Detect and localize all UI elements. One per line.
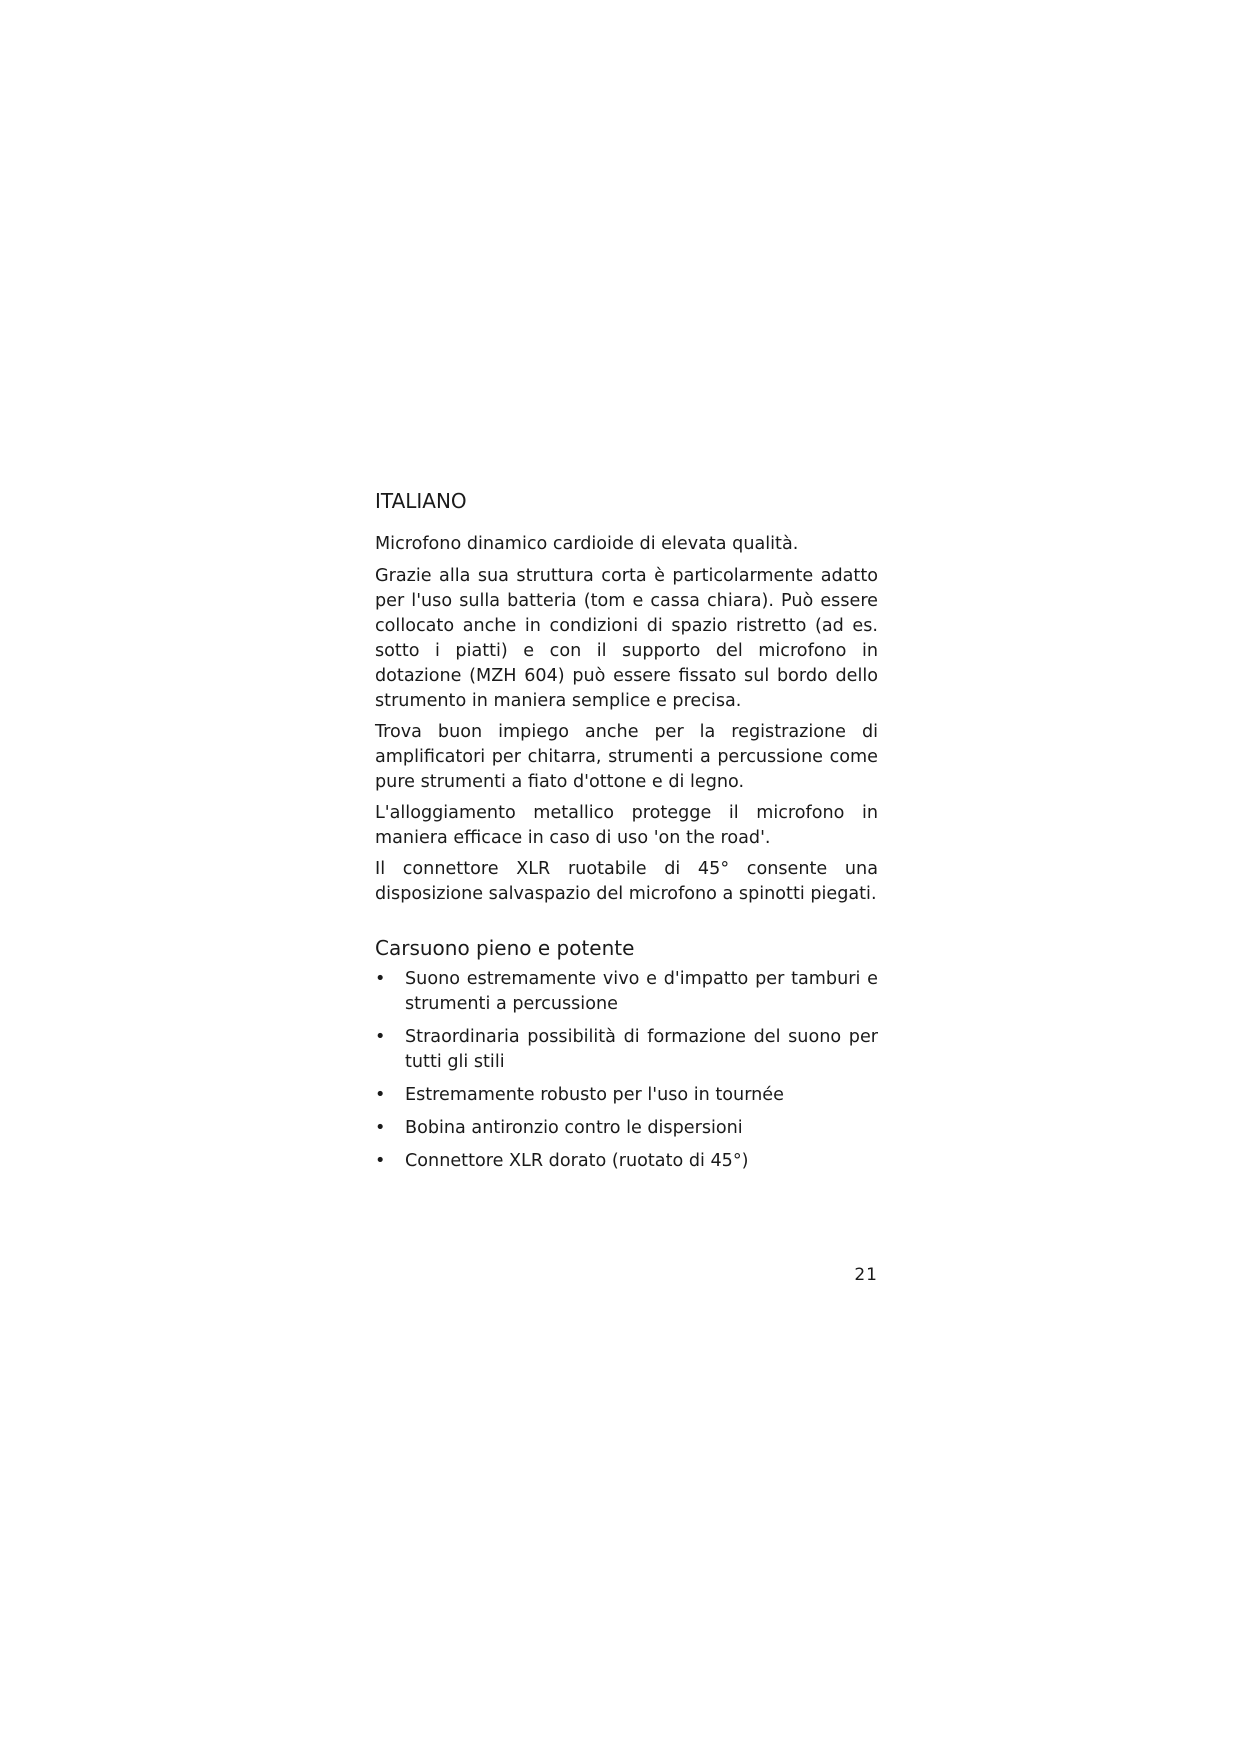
list-item xyxy=(375,1116,878,1141)
paragraph-usage: Trova buon impiego anche per la registrazione di amplificatori per chitarra, strumenti a percussione come pure strumenti a fiato d'ottone e di legno. xyxy=(375,722,878,792)
features-list xyxy=(375,967,878,1174)
paragraph-connector: Il connettore XLR ruotabile di 45° consente una disposizione salvaspazio del microfono a spinotti piegati. xyxy=(375,859,878,904)
list-item-text: Estremamente robusto per l'uso in tournée xyxy=(405,1085,784,1105)
list-item xyxy=(375,967,878,1017)
list-item xyxy=(375,1083,878,1108)
bullet-icon: • xyxy=(375,1085,386,1105)
page-number: 21 xyxy=(854,1265,878,1285)
list-item-text: Straordinaria possibilità di formazione del suono per tutti gli stili xyxy=(405,1027,878,1072)
bullet-icon: • xyxy=(375,1118,386,1138)
list-item-text: Bobina antironzio contro le dispersioni xyxy=(405,1118,743,1138)
paragraph-intro: Microfono dinamico cardioide di elevata qualità. xyxy=(375,534,799,554)
page-content xyxy=(375,488,878,1182)
list-item xyxy=(375,1025,878,1075)
list-item xyxy=(375,1149,878,1174)
features-heading: Carsuono pieno e potente xyxy=(375,936,635,960)
paragraph-structure: Grazie alla sua struttura corta è particolarmente adatto per l'uso sulla batteria (tom e cassa chiara). Può essere collocato anche in condizioni di spazio ristretto (ad es. sotto i piatti) e con il supporto del microfono in dotazione (MZH 604) può essere fissato sul bordo dello strumento in maniera semplice e precisa. xyxy=(375,566,878,711)
list-item-text: Connettore XLR dorato (ruotato di 45°) xyxy=(405,1151,749,1171)
paragraph-housing: L'alloggiamento metallico protegge il microfono in maniera efficace in caso di uso 'on the road'. xyxy=(375,803,878,848)
bullet-icon: • xyxy=(375,969,386,989)
bullet-icon: • xyxy=(375,1151,386,1171)
section-title: ITALIANO xyxy=(375,489,467,513)
list-item-text: Suono estremamente vivo e d'impatto per tamburi e strumenti a percussione xyxy=(405,969,878,1014)
bullet-icon: • xyxy=(375,1027,386,1047)
